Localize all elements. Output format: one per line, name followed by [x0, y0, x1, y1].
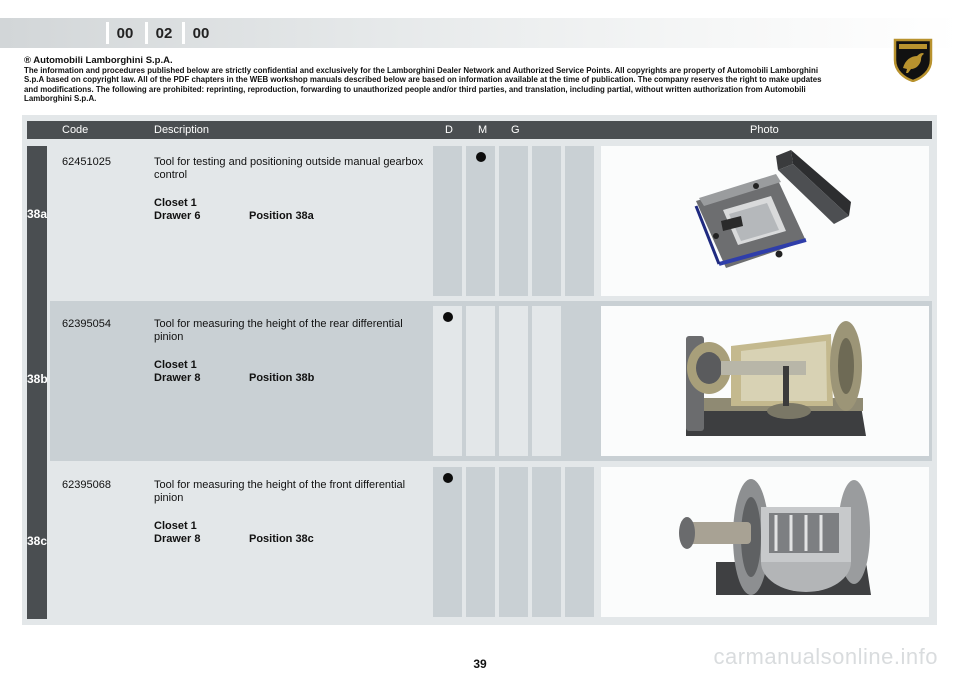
column-extra-cell [565, 146, 594, 296]
storage-location [154, 359, 429, 385]
tool-photo-38a [601, 146, 929, 296]
description-text: Tool for measuring the height of the front differential pinion [154, 479, 406, 504]
drawer-label: Drawer 6 [154, 210, 201, 222]
lamborghini-logo-icon [893, 38, 933, 82]
filled-circle-icon [476, 152, 486, 162]
watermark: carmanualsonline.info [713, 644, 938, 669]
page-number: 39 [473, 657, 487, 671]
column-extra-cell [532, 467, 561, 617]
column-header-g: G [511, 124, 520, 136]
column-m-cell [466, 467, 495, 617]
tool-table [22, 115, 937, 625]
tool-photo-38c [601, 467, 929, 617]
tool-photo-38b [601, 306, 929, 456]
tool-description [154, 318, 429, 385]
column-m-cell [466, 306, 495, 456]
position-label: Position 38c [249, 533, 314, 545]
copyright-notice [24, 55, 830, 104]
section-code-band [0, 18, 960, 48]
column-extra-cell [532, 306, 561, 456]
closet-label: Closet 1 [154, 520, 197, 532]
column-g-cell [499, 306, 528, 456]
column-extra-cell [532, 146, 561, 296]
column-header-photo: Photo [750, 124, 779, 136]
tool-description [154, 156, 429, 223]
column-header-m: M [478, 124, 488, 136]
copyright-body: The information and procedures published below are strictly confidential and exclusively for the Lamborghini Dealer Network and Authorized Service Points. All copyrights are property of Automobili Lamborghini S.p.A based on copyright law. All of the PDF chapters in the WEB workshop manuals described below are based on information available at the time of publication. The company reserves the right to make updates and modifications. The following are prohibited: reprinting, reproduction, forwarding to unauthorized people and/or third parties, and translation, including partial, without written authorization from Automobili Lamborghini S.p.A. [24, 66, 822, 104]
drawer-label: Drawer 8 [154, 372, 201, 384]
filled-circle-icon [443, 312, 453, 322]
row-label-38c: 38c [27, 534, 48, 548]
column-header-description: Description [154, 124, 210, 136]
closet-label: Closet 1 [154, 197, 197, 209]
column-g-cell [499, 467, 528, 617]
row-label-38a: 38a [27, 207, 48, 221]
copyright-title: ® Automobili Lamborghini S.p.A. [24, 55, 173, 66]
storage-location [154, 520, 429, 546]
section-code-3: 00 [182, 22, 217, 44]
description-text: Tool for testing and positioning outside manual gearbox control [154, 156, 424, 181]
tool-code: 62395054 [62, 318, 111, 330]
position-label: Position 38b [249, 372, 315, 384]
column-d-cell [433, 146, 462, 296]
column-g-cell [499, 146, 528, 296]
row-label-38b: 38b [27, 372, 48, 386]
column-extra-cell [565, 467, 594, 617]
position-sidebar [27, 146, 47, 619]
column-m-cell [466, 146, 495, 296]
drawer-label: Drawer 8 [154, 533, 201, 545]
tool-description [154, 479, 429, 546]
table-row [50, 301, 932, 461]
storage-location [154, 197, 429, 223]
table-row [50, 465, 932, 620]
filled-circle-icon [443, 473, 453, 483]
description-text: Tool for measuring the height of the rear differential pinion [154, 318, 403, 343]
section-code-2: 02 [145, 22, 180, 44]
table-row [50, 146, 932, 299]
tool-code: 62395068 [62, 479, 111, 491]
column-d-cell [433, 467, 462, 617]
section-code-1: 00 [106, 22, 141, 44]
column-d-cell [433, 306, 462, 456]
position-label: Position 38a [249, 210, 314, 222]
closet-label: Closet 1 [154, 359, 197, 371]
table-header [27, 121, 932, 139]
tool-code: 62451025 [62, 156, 111, 168]
column-header-d: D [445, 124, 453, 136]
column-header-code: Code [62, 124, 89, 136]
